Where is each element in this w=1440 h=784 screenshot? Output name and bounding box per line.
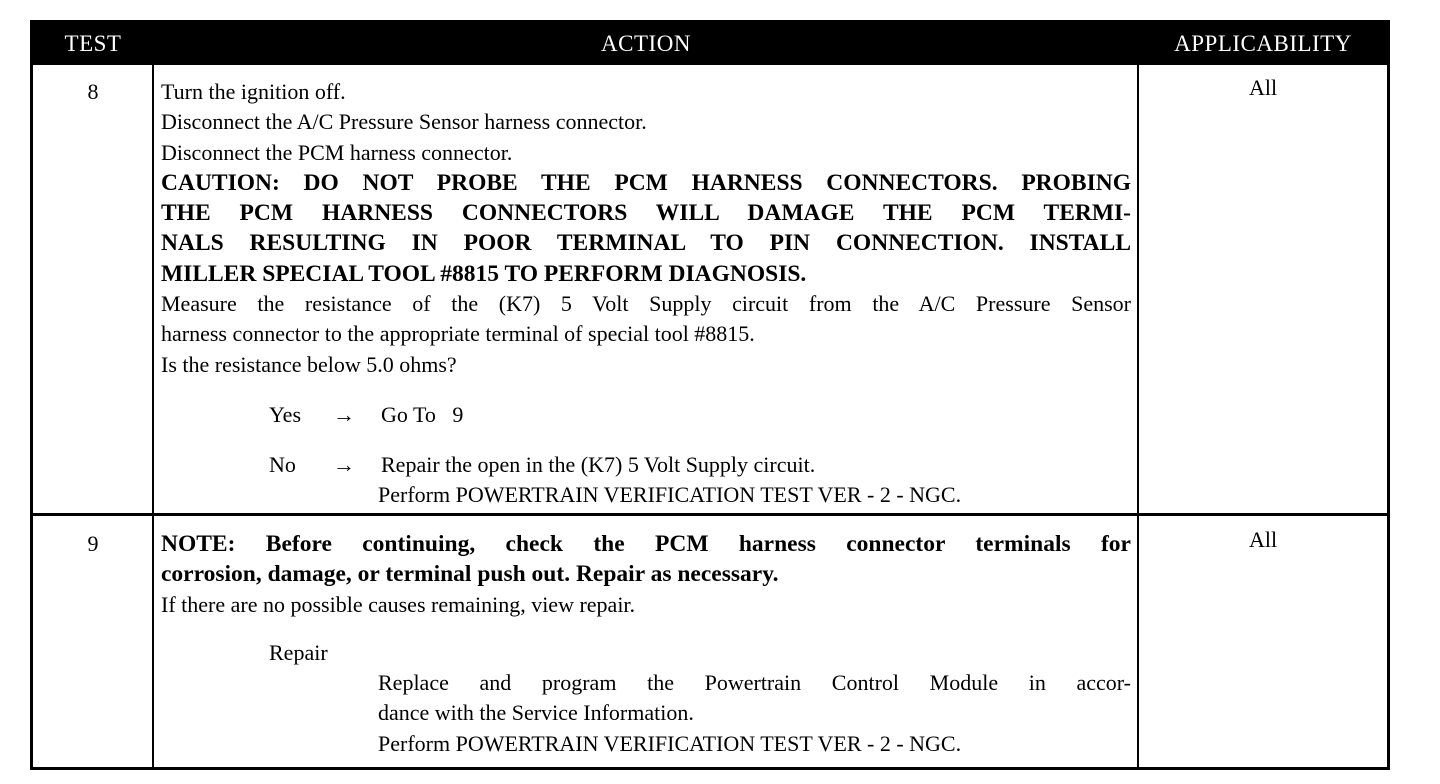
repair-line: dance with the Service Information.: [378, 700, 694, 726]
caution-line: MILLER SPECIAL TOOL #8815 TO PERFORM DIAGNOSIS.: [161, 260, 807, 287]
repair-line: Replace and program the Powertrain Control Module in accor-: [378, 670, 1131, 696]
table-header: [33, 23, 1387, 65]
no-label: No: [269, 451, 296, 477]
applicability-value: All: [1248, 527, 1278, 552]
repair-line: Perform POWERTRAIN VERIFICATION TEST VER - 2 - NGC.: [378, 730, 962, 756]
no-result: Repair the open in the (K7) 5 Volt Supply circuit.: [381, 451, 816, 477]
header-action: ACTION: [601, 31, 691, 56]
caution-line: NALS RESULTING IN POOR TERMINAL TO PIN CONNECTION. INSTALL: [161, 230, 1131, 257]
question-line: Is the resistance below 5.0 ohms?: [161, 351, 457, 377]
caution-line: CAUTION: DO NOT PROBE THE PCM HARNESS CONNECTORS. PROBING: [161, 169, 1131, 196]
yes-label: Yes: [269, 401, 302, 427]
no-option: [161, 450, 1131, 480]
header-applicability: APPLICABILITY: [1174, 31, 1352, 56]
yes-result: Go To 9: [381, 401, 464, 427]
table-row-test-9: [33, 517, 1387, 770]
test-number: 9: [87, 531, 99, 556]
yes-option: [161, 400, 1131, 430]
action-line: Turn the ignition off.: [161, 79, 346, 104]
arrow-icon: →: [333, 401, 355, 427]
test-number: 8: [87, 79, 99, 104]
note-line: NOTE: Before continuing, check the PCM harness connector terminals for: [161, 531, 1131, 557]
measure-line: harness connector to the appropriate terminal of special tool #8815.: [161, 321, 755, 347]
repair-label: Repair: [269, 639, 328, 665]
action-line: Disconnect the A/C Pressure Sensor harness connector.: [161, 109, 647, 135]
table-row-test-8: [33, 65, 1387, 516]
action-cell: [161, 529, 1131, 759]
measure-line: Measure the resistance of the (K7) 5 Volt Supply circuit from the A/C Pressure Sensor: [161, 291, 1131, 317]
action-cell: [161, 77, 1131, 510]
action-line: Disconnect the PCM harness connector.: [161, 139, 513, 165]
caution-line: THE PCM HARNESS CONNECTORS WILL DAMAGE THE PCM TERMI-: [161, 200, 1131, 227]
note-line: corrosion, damage, or terminal push out. Repair as necessary.: [161, 561, 779, 588]
arrow-icon: →: [333, 451, 355, 477]
no-result-verification: Perform POWERTRAIN VERIFICATION TEST VER - 2 - NGC.: [378, 481, 962, 507]
header-test: TEST: [64, 31, 122, 56]
diagnostic-table: [30, 20, 1390, 770]
action-line: If there are no possible causes remaining, view repair.: [161, 591, 636, 617]
applicability-value: All: [1248, 75, 1278, 100]
